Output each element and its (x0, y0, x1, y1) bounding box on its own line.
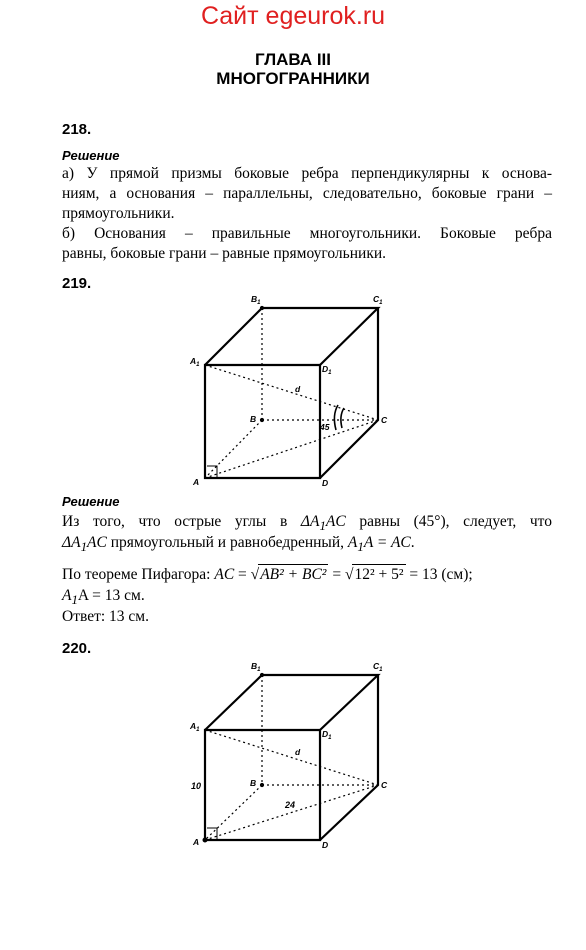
label-c: C (381, 780, 388, 790)
label-c: C (381, 415, 388, 425)
label-diagonal-d: d (295, 747, 301, 757)
problem-218-line-5: равны, боковые грани – равные прямоугольники. (62, 245, 387, 262)
problem-218-line-2: ниям, а основания – параллельны, следовательно, боковые грани – (62, 185, 552, 202)
problem-219-a1a: $A_1A = 13$ см. (62, 587, 145, 608)
problem-220-number: 220. (62, 640, 92, 657)
label-d: D (322, 478, 329, 488)
label-b1: $B_1$ (251, 661, 261, 673)
label-diagonal-d: d (295, 384, 301, 394)
label-angle: 45 (320, 422, 330, 432)
label-a: A (193, 837, 200, 847)
problem-219-line-2: $\Delta A_1AC$ прямоугольный и равнобедренный, $A_1A$ = AC. (62, 534, 415, 555)
problem-218-line-4: б) Основания – правильные многоугольники. Боковые ребра (62, 225, 552, 242)
cube-220-labels (189, 661, 388, 850)
cube-219-labels (189, 294, 388, 488)
label-b1: $B_1$ (251, 294, 261, 306)
problem-218-solution-label: Решение (62, 148, 120, 163)
problem-218-line-1: а) У прямой призмы боковые ребра перпендикулярны к основа- (62, 165, 552, 182)
problem-219-answer: Ответ: 13 см. (62, 608, 149, 625)
problem-219-pythagoras: По теореме Пифагора: AC = √AB² + BC² = √12² + 5² = 13 (см); (62, 566, 473, 583)
label-b: B (250, 414, 257, 424)
label-diagonal-24: 24 (285, 800, 296, 810)
label-edge-10: 10 (191, 781, 202, 791)
label-d: D (322, 840, 329, 850)
label-d1: $D_1$ (322, 364, 332, 376)
label-c1: $C_1$ (373, 294, 383, 306)
label-a: A (193, 477, 200, 487)
problem-219-line-1: Из того, что острые углы в $\Delta A_1AC$ равны (45°), следует, что (62, 513, 552, 534)
cube-219 (205, 306, 378, 478)
label-d1: $D_1$ (322, 729, 332, 741)
site-header: Сайт egeurok.ru (200, 2, 386, 30)
chapter-subtitle: МНОГОГРАННИКИ (216, 69, 370, 88)
label-a1: $A_1$ (190, 721, 200, 733)
chapter-title: ГЛАВА III (254, 50, 332, 69)
label-c1: $C_1$ (373, 661, 383, 673)
cube-220 (203, 673, 378, 842)
problem-218-number: 218. (62, 121, 92, 138)
problem-219-number: 219. (62, 275, 92, 292)
label-b: B (250, 778, 257, 788)
problem-218-line-3: прямоугольники. (62, 205, 175, 222)
label-a1: $A_1$ (190, 356, 200, 368)
problem-219-solution-label: Решение (62, 494, 120, 509)
